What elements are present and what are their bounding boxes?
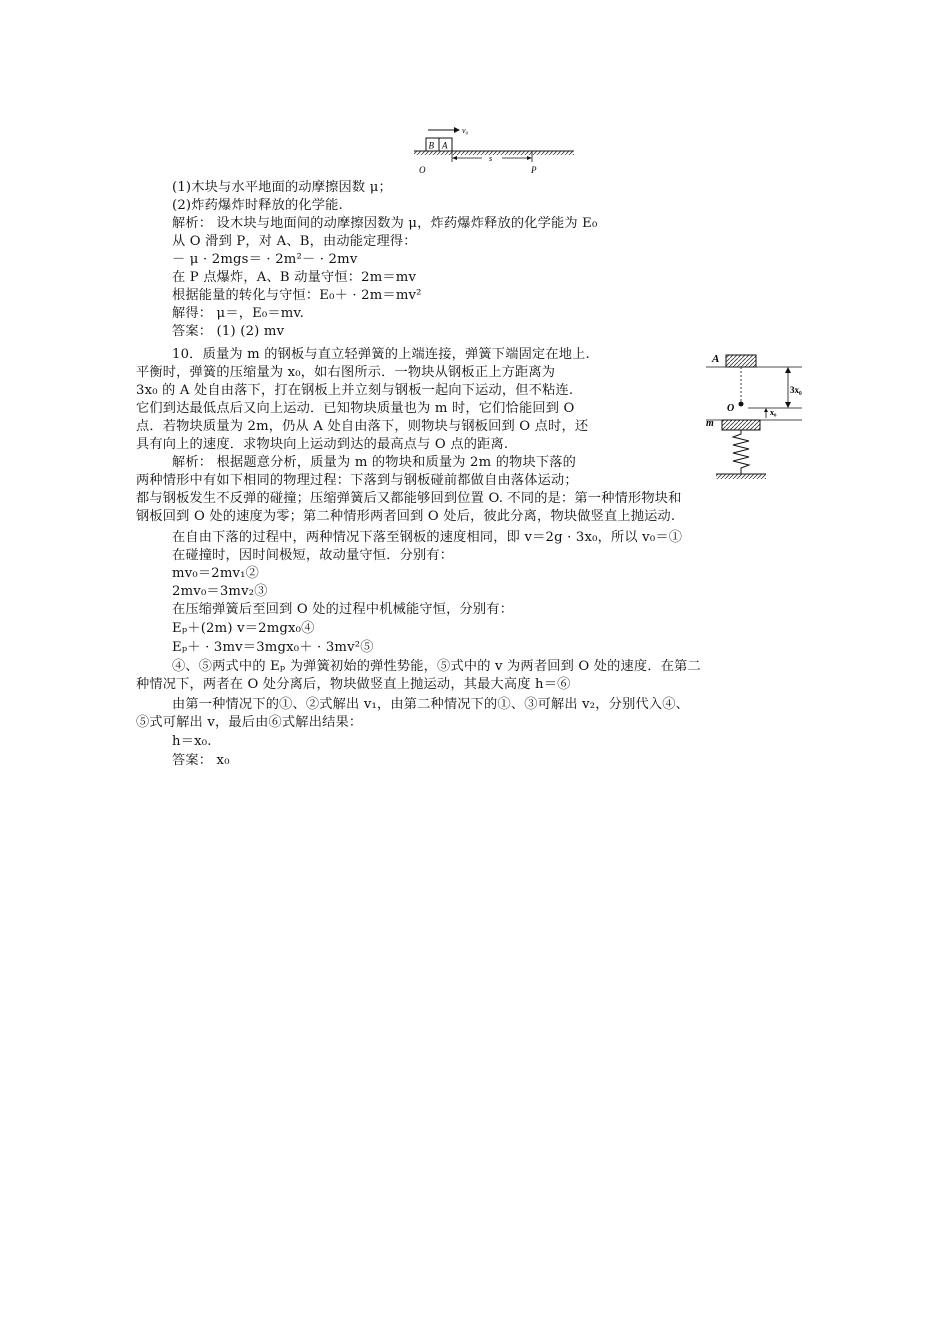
text-line: mv₀＝2mv₁②: [172, 566, 260, 581]
text-line: (2)炸药爆炸时释放的化学能.: [172, 198, 343, 213]
text-line: 3x₀ 的 A 处自由落下，打在钢板上并立刻与钢板一起向下运动，但不粘连.: [136, 383, 574, 398]
text-line: 解析： 根据题意分析，质量为 m 的物块和质量为 2m 的物块下落的: [172, 455, 577, 470]
label-s: s: [489, 154, 493, 163]
text-line: 解得： μ＝，E₀＝mv.: [172, 306, 304, 321]
text-line: 具有向上的速度．求物块向上运动到达的最高点与 O 点的距离.: [136, 437, 509, 452]
text-line: 在 P 点爆炸，A、B 动量守恒：2m＝mv: [172, 270, 417, 285]
label-x0: x₀: [770, 408, 777, 417]
label-a: A: [442, 140, 448, 151]
label-m: m: [706, 418, 714, 429]
text-line: 在压缩弹簧后至回到 O 处的过程中机械能守恒，分别有：: [172, 602, 514, 617]
point-o: [739, 402, 744, 407]
label-3x0: 3x₀: [790, 385, 802, 395]
text-line: ⑤式可解出 v，最后由⑥式解出结果：: [136, 715, 363, 730]
text-line: 钢板回到 O 处的速度为零；第二种情形两者回到 O 处后，彼此分离，物块做竖直上抛运动.: [136, 509, 676, 524]
text-line: 从 O 滑到 P，对 A、B，由动能定理得：: [172, 234, 417, 249]
label-o: O: [727, 403, 735, 414]
text-line: 10．质量为 m 的钢板与直立轻弹簧的上端连接，弹簧下端固定在地上.: [172, 347, 590, 362]
text-line: h＝x₀.: [172, 734, 212, 749]
label-p: P: [531, 165, 537, 175]
steel-plate: [722, 420, 760, 430]
text-line: 都与钢板发生不反弹的碰撞；压缩弹簧后又都能够回到位置 O. 不同的是：第一种情形物块和: [136, 491, 682, 506]
text-line: Eₚ＋ · 3mv＝3mgx₀＋ · 3mv²⑤: [172, 640, 374, 655]
falling-block: [726, 355, 756, 367]
text-line: 在碰撞时，因时间极短，故动量守恒．分别有：: [172, 548, 454, 563]
text-line: － μ · 2mgs＝ · 2m²－ · 2mv: [172, 252, 358, 267]
floor-hatch: [716, 474, 766, 479]
block-ground-figure: [410, 122, 578, 180]
text-line: 由第一种情况下的①、②式解出 v₁，由第二种情况下的①、③可解出 v₂，分别代入④、: [172, 697, 690, 712]
text-line: 根据能量的转化与守恒：E₀＋ · 2m＝mv²: [172, 288, 422, 303]
text-line: ④、⑤两式中的 Eₚ 为弹簧初始的弹性势能，⑤式中的 v 为两者回到 O 处的速度．在第二: [172, 659, 701, 674]
text-line: Eₚ＋(2m) v＝2mgx₀④: [172, 621, 315, 636]
text-line: 答案： (1) (2) mv: [172, 324, 285, 339]
ground-hatch: [414, 151, 574, 155]
label-o: O: [419, 165, 426, 175]
v0-label: v₀: [462, 126, 469, 135]
text-line: 两种情形中有如下相同的物理过程：下落到与钢板碰前都做自由落体运动；: [136, 473, 578, 488]
text-line: 它们到达最低点后又向上运动．已知物块质量也为 m 时，它们恰能回到 O: [136, 401, 575, 416]
text-line: 解析： 设木块与地面间的动摩擦因数为 μ，炸药爆炸释放的化学能为 E₀: [172, 216, 598, 231]
text-line: (1)木块与水平地面的动摩擦因数 μ；: [172, 180, 392, 195]
text-line: 在自由下落的过程中，两种情况下落至钢板的速度相同，即 v＝2g · 3x₀，所以 v₀＝①: [172, 530, 683, 545]
spring-plate-figure: [702, 350, 812, 490]
spring-icon: [733, 430, 749, 474]
text-line: 平衡时，弹簧的压缩量为 x₀，如右图所示．一物块从钢板正上方距离为: [136, 365, 556, 380]
text-line: 点．若物块质量为 2m，仍从 A 处自由落下，则物块与钢板回到 O 点时，还: [136, 419, 589, 434]
text-line: 种情况下，两者在 O 处分离后，物块做竖直上抛运动，其最大高度 h＝⑥: [136, 677, 571, 692]
label-b: B: [428, 140, 434, 151]
label-a: A: [712, 353, 720, 365]
text-line: 2mv₀＝3mv₂③: [172, 584, 268, 599]
text-line: 答案： x₀: [172, 753, 230, 768]
